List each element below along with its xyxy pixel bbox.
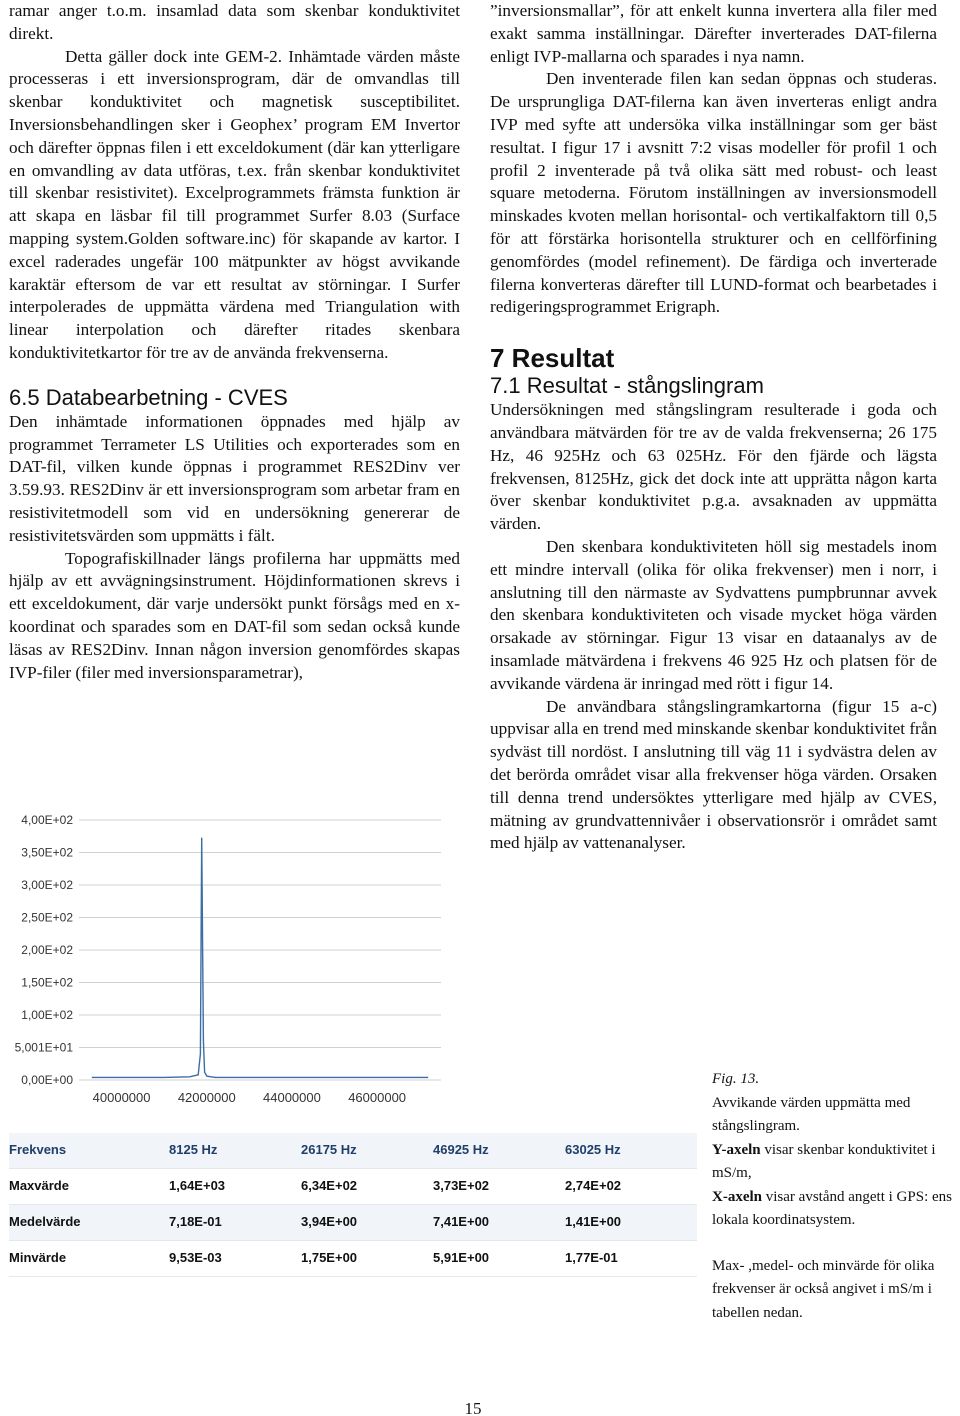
paragraph: ”inversionsmallar”, för att enkelt kunna invertera alla filer med exakt samma inställningar. Därefter inverterades DAT-filerna enligt IVP-mallarna och sparades i nya namn. bbox=[490, 1, 937, 66]
table-cell: 9,53E-03 bbox=[169, 1250, 222, 1266]
page-number: 15 bbox=[464, 1399, 482, 1416]
header-cell: 63025 Hz bbox=[565, 1142, 621, 1158]
section-heading: 6.5 Databearbetning - CVES bbox=[9, 384, 288, 410]
series-line bbox=[92, 838, 428, 1078]
left-column bbox=[9, 0, 460, 684]
caption-line: Avvikande värden uppmätta med stångslingram. bbox=[712, 1094, 911, 1134]
table-cell: 7,41E+00 bbox=[433, 1214, 490, 1230]
y-tick-label: 1,50E+02 bbox=[21, 975, 73, 990]
paragraph: Detta gäller dock inte GEM-2. Inhämtade värden måste processeras i ett inversionsprogram, där de omvandlas till skenbar konduktivitet och magnetisk susceptibilitet. Inversionsbehandlingen sker i Geophex’ program EM Invertor och därefter öppnas filen i ett exceldokument (där kan ytterligare en omvandling av data utföras, t.ex. från skenbar konduktivitet till skenbar resistivitet). Excelprogrammets främsta funktion är att skapa en läsbar fil till programmet Surfer 8.03 (Surface mapping system.Golden software.inc) för skapande av kartor. I excel raderades ungefär 100 mätpunkter av högst avvikande karaktär eftersom de var ett resultat av störningar. I Surfer interpolerades de uppmätta värdena med Triangulation with linear interpolation och därefter ritades skenbara konduktivitetkartor för tre av de använda frekvenserna. bbox=[9, 46, 460, 362]
table-cell: 1,41E+00 bbox=[565, 1214, 622, 1230]
y-tick-label: 0,00E+00 bbox=[21, 1073, 73, 1087]
paragraph: Topografiskillnader längs profilerna har uppmätts med hjälp av ett avvägningsinstrument. Höjdinformationen skrevs i ett exceldokument, där varje undersökt punkt försågs med en x-koordinat och sparades som en DAT-fil som sedan också kunde läsas av RES2Dinv. Innan någon inversion genomfördes skapas IVP-filer (filer med inversionsparametrar), bbox=[9, 548, 460, 682]
paragraph: Den skenbara konduktiviteten höll sig mestadels inom ett mindre intervall (olika för olika frekvenser) men i norr, i anslutning till den närmaste av Sydvattens pumpbrunnar avvek den skenbara konduktiviteten och visade mycket höga värden orsakade av störningar. Figur 13 visar en dataanalys av de insamlade mätvärdena i frekvens 46 925 Hz och platsen för de avvikande värdena är inringad med rött i figur 14. bbox=[490, 536, 937, 693]
caption-line: Max- ,medel- och minvärde för olika frekvenser är också angivet i mS/m i tabellen nedan. bbox=[712, 1257, 935, 1321]
table-cell: 6,34E+02 bbox=[301, 1178, 358, 1194]
table-row bbox=[9, 1241, 697, 1277]
figure-label: Fig. 13. bbox=[712, 1071, 760, 1087]
paragraph: Den inventerade filen kan sedan öppnas och studeras. De ursprungliga DAT-filerna kan även inverteras enligt andra IVP med syfte att undersöka vilka inställningar som ger bäst resultat. I figur 17 i avsnitt 7:2 visas modeller för profil 1 och profil 2 inventerade på två olika sätt med robust- och least square metoderna. Förutom inställningen av inversionsmodell minskades kvoten mellan horisontal- och vertikalfaktorn till 0,5 för att förstärka horisontella strukturer och en cellförfining genomfördes (model refinement). De färdiga och inverterade filerna konverteras därefter till LUND-format och bearbetades i redigeringsprogrammet Erigraph. bbox=[490, 69, 937, 317]
caption-line bbox=[712, 1186, 960, 1233]
caption-bold: Y-axeln bbox=[712, 1141, 761, 1158]
caption-line bbox=[712, 1139, 960, 1186]
y-tick-label: 2,50E+02 bbox=[21, 910, 73, 925]
header-cell: 46925 Hz bbox=[433, 1142, 489, 1158]
caption-text: visar skenbar konduktivitet i mS/m, bbox=[712, 1141, 936, 1181]
table-cell: 7,18E-01 bbox=[169, 1214, 222, 1230]
figure-caption bbox=[712, 1068, 960, 1325]
caption-text: visar avstånd angett i GPS: ens lokala koordinatsystem. bbox=[712, 1188, 952, 1228]
row-label: Minvärde bbox=[9, 1250, 67, 1266]
table-cell: 3,73E+02 bbox=[433, 1178, 490, 1194]
table-cell: 1,77E-01 bbox=[565, 1250, 618, 1266]
subsection-heading: 7.1 Resultat - stångslingram bbox=[490, 373, 764, 399]
y-tick-label: 5,001E+01 bbox=[14, 1040, 73, 1055]
y-tick-label: 1,00E+02 bbox=[21, 1008, 73, 1022]
x-tick-label: 46000000 bbox=[348, 1090, 407, 1105]
header-cell: 8125 Hz bbox=[169, 1142, 218, 1158]
x-tick-label: 42000000 bbox=[177, 1090, 236, 1105]
header-cell: 26175 Hz bbox=[301, 1142, 357, 1158]
right-column bbox=[490, 0, 937, 855]
paragraph: ramar anger t.o.m. insamlad data som skenbar konduktivitet direkt. bbox=[9, 1, 460, 43]
y-tick-label: 4,00E+02 bbox=[21, 813, 73, 827]
table-row bbox=[9, 1169, 697, 1205]
conductivity-chart bbox=[9, 808, 449, 1113]
table-cell: 5,91E+00 bbox=[433, 1250, 490, 1266]
table-row bbox=[9, 1205, 697, 1241]
row-label: Maxvärde bbox=[9, 1178, 69, 1194]
table-cell: 1,64E+03 bbox=[169, 1178, 226, 1194]
y-tick-label: 3,50E+02 bbox=[21, 845, 73, 860]
y-tick-label: 2,00E+02 bbox=[21, 943, 73, 957]
paragraph: De användbara stångslingramkartorna (figur 15 a-c) uppvisar alla en trend med minskande skenbar konduktivitet från sydväst till nordöst. I anslutning till väg 11 i sydvästra delen av det berörda området visar alla frekvenser höga värden. Orsaken till denna trend undersöktes ytterligare med hjälp av CVES, mätning av grundvattennivåer i observationsrör i området samt med hjälp av vattenanalyser. bbox=[490, 696, 937, 853]
paragraph: Undersökningen med stångslingram resulterade i goda och användbara mätvärden för tre av de valda frekvenserna; 26 175 Hz, 46 925Hz och 63 025Hz. För den fjärde och lägsta frekvensen, 8125Hz, gick det dock inte att upprätta någon karta över skenbar konduktivitet p.g.a. avsaknaden av uppmätta värden. bbox=[490, 400, 937, 534]
x-tick-label: 44000000 bbox=[263, 1090, 321, 1105]
frequency-table bbox=[9, 1133, 697, 1277]
row-label: Medelvärde bbox=[9, 1214, 81, 1230]
paragraph: Den inhämtade informationen öppnades med hjälp av programmet Terrameter LS Utilities och exporterades som en DAT-fil, vilken kunde öppnas i programmet RES2Dinv ver 3.59.93. RES2Dinv är ett inversionsprogram som arbetar fram en resistivitetmodell som vid en undersökning genererar de resistivitetsvärden som uppmätts i fält. bbox=[9, 411, 460, 545]
table-header bbox=[9, 1133, 697, 1169]
table-cell: 2,74E+02 bbox=[565, 1178, 622, 1194]
table-cell: 1,75E+00 bbox=[301, 1250, 358, 1266]
table-cell: 3,94E+00 bbox=[301, 1214, 358, 1230]
x-tick-label: 40000000 bbox=[92, 1090, 151, 1105]
caption-bold: X-axeln bbox=[712, 1188, 762, 1205]
y-tick-label: 3,00E+02 bbox=[21, 878, 73, 892]
section-heading: 7 Resultat bbox=[490, 343, 615, 374]
header-cell: Frekvens bbox=[9, 1142, 67, 1158]
